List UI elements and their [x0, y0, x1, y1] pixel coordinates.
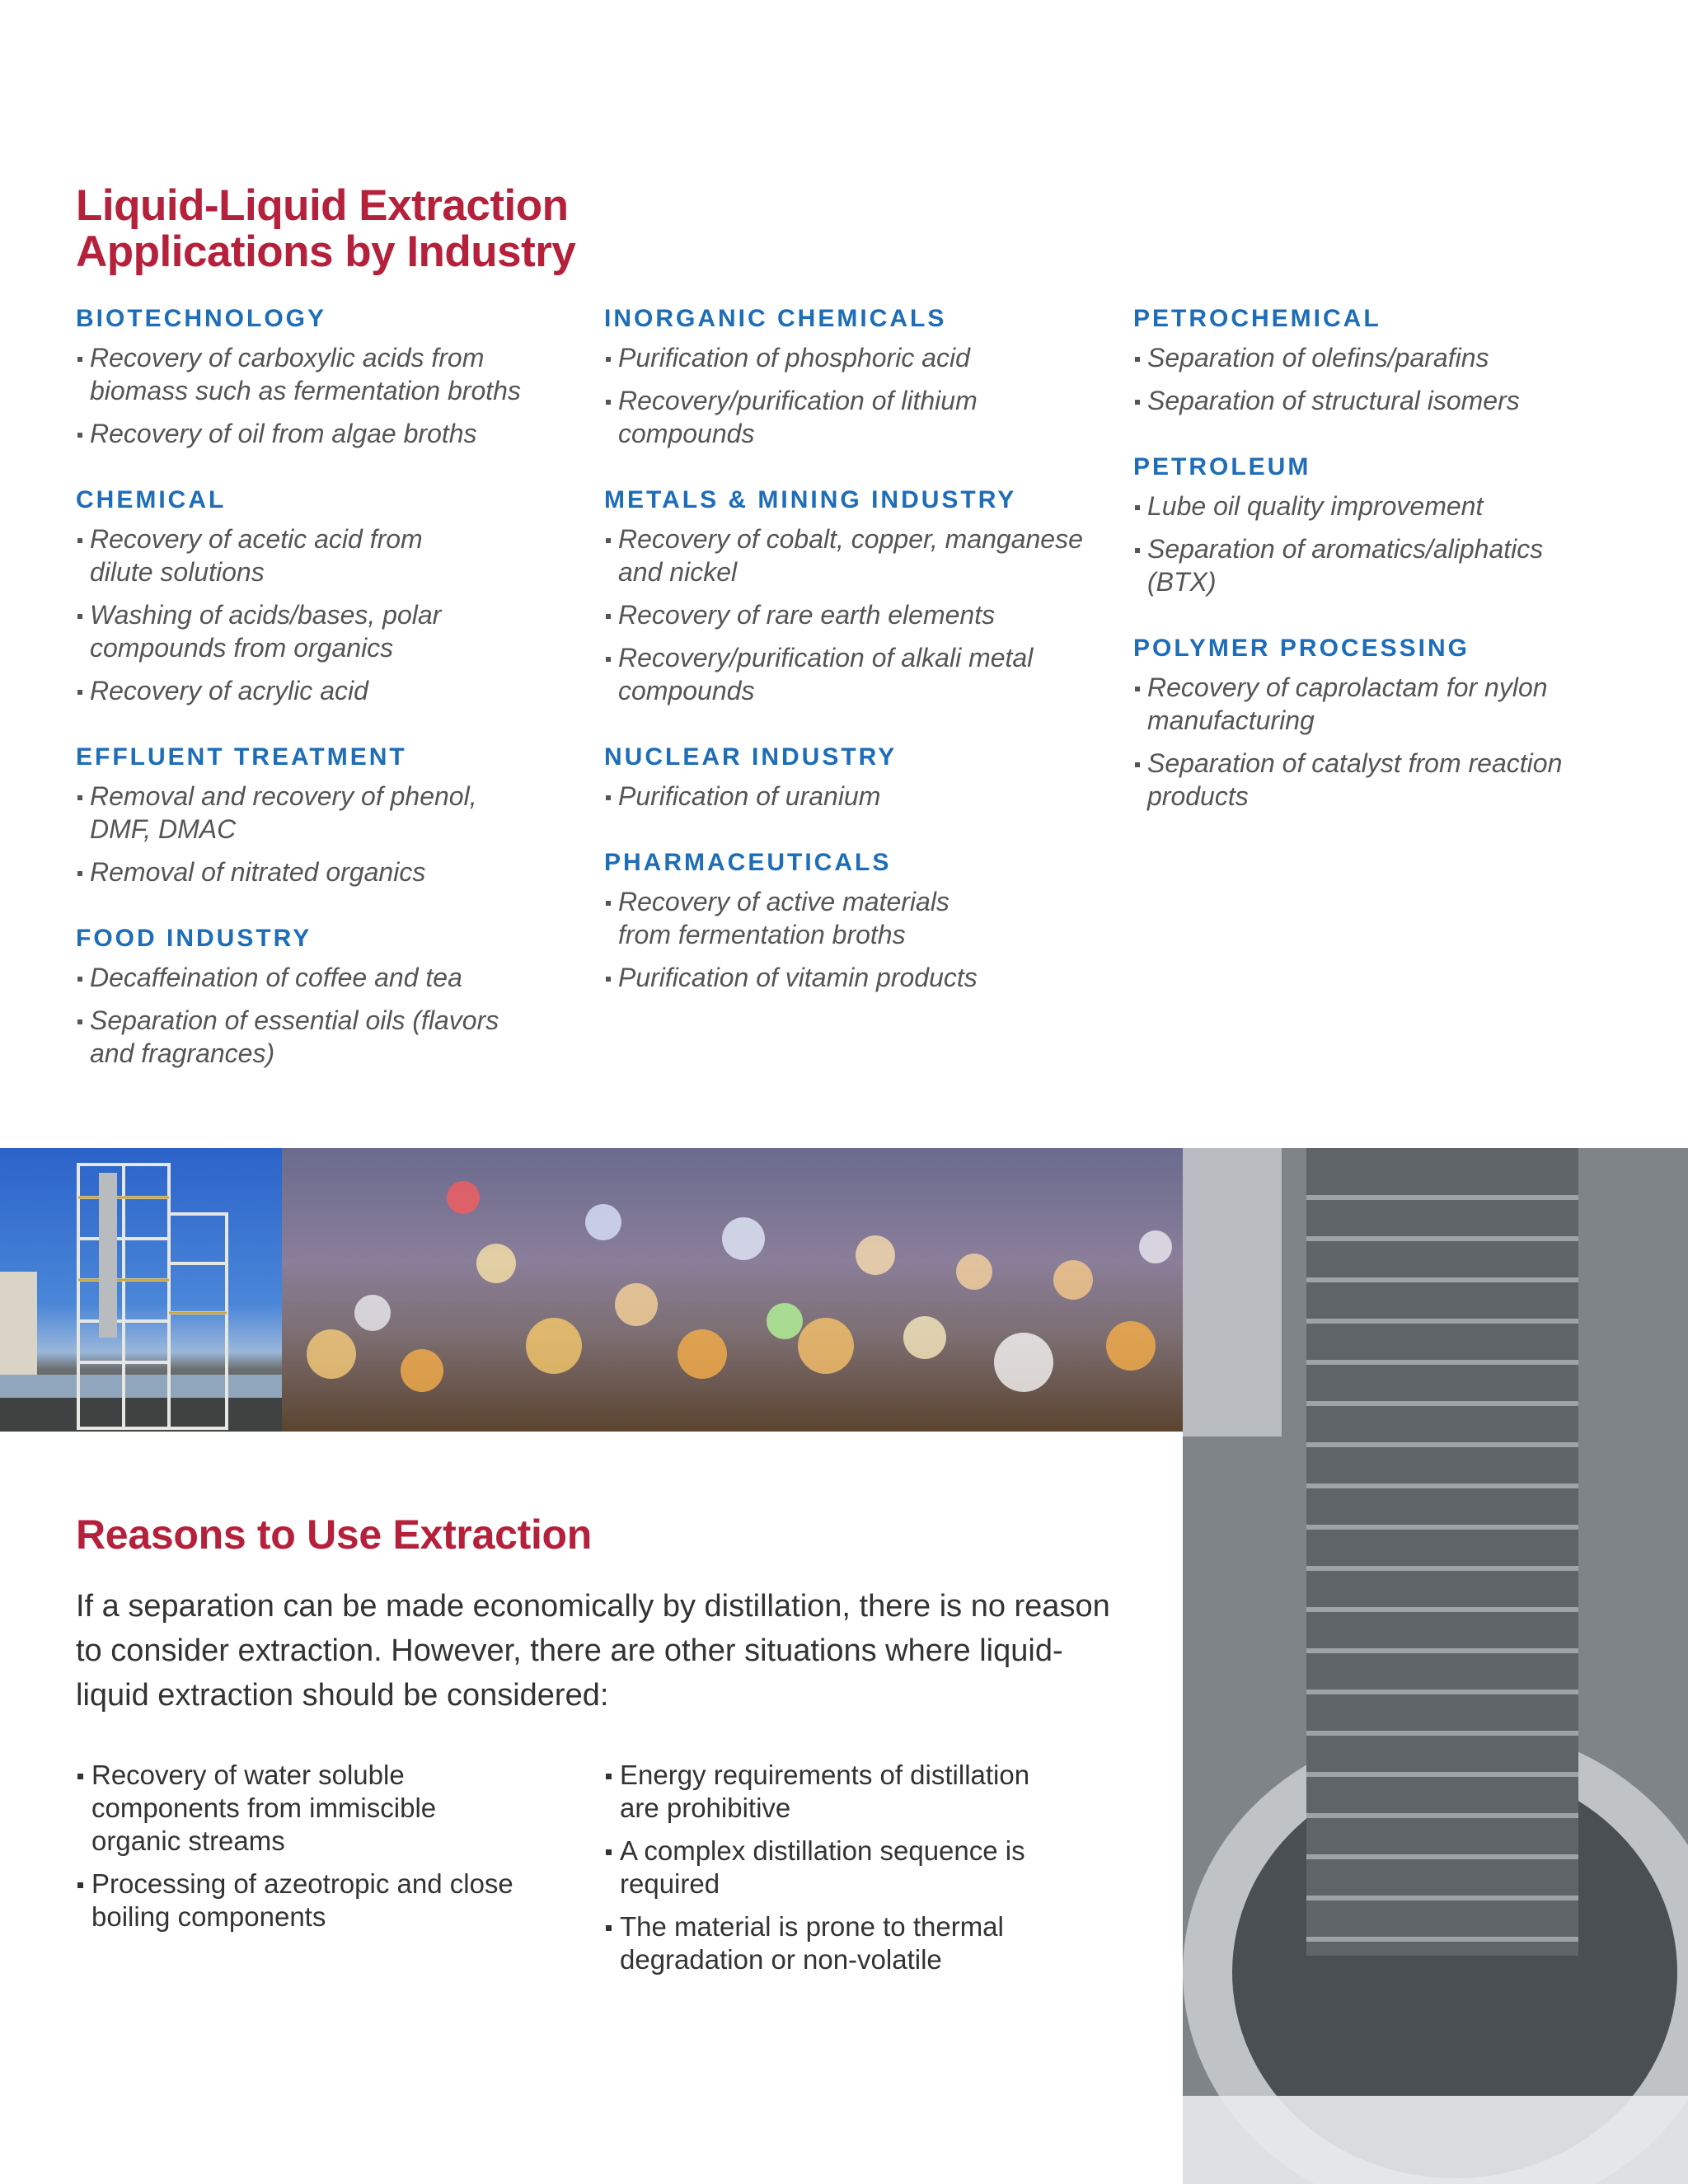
list-item: Separation of aromatics/aliphatics (BTX): [1133, 532, 1595, 598]
reasons-column-1: [76, 1759, 570, 1943]
industry-group-inorganic-chemicals: [604, 305, 1115, 450]
industry-list: [76, 523, 587, 707]
list-item: Purification of phosphoric acid: [604, 341, 1115, 374]
extraction-column-photo: [1183, 1148, 1688, 2184]
industry-heading: CHEMICAL: [76, 486, 227, 513]
industry-list: [1133, 341, 1644, 417]
list-item: Recovery of acrylic acid: [76, 674, 587, 707]
industry-heading: NUCLEAR INDUSTRY: [604, 743, 898, 771]
industry-heading: FOOD INDUSTRY: [76, 925, 312, 952]
title-line-2: Applications by Industry: [76, 227, 576, 276]
list-item: Separation of structural isomers: [1133, 384, 1644, 417]
list-item: Processing of azeotropic and close boiling components: [76, 1868, 537, 1933]
industry-group-metals-mining: [604, 486, 1115, 707]
list-item: A complex distillation sequence is required: [604, 1835, 1033, 1900]
reasons-column-2: [604, 1759, 1099, 1986]
list-item: Recovery/purification of alkali metal compounds: [604, 641, 1066, 707]
industry-group-petrochemical: [1133, 305, 1644, 417]
industry-heading: PHARMACEUTICALS: [604, 849, 892, 876]
industry-heading: INORGANIC CHEMICALS: [604, 305, 947, 332]
list-item: Recovery/purification of lithium compounds: [604, 384, 1033, 450]
industry-group-polymer-processing: [1133, 635, 1644, 813]
refinery-lights-photo: [282, 1148, 1183, 1432]
industry-group-biotechnology: [76, 305, 587, 450]
industry-list: [604, 780, 1115, 813]
industry-list: [604, 523, 1115, 707]
list-item: Recovery of caprolactam for nylon manufacturing: [1133, 671, 1595, 737]
industry-heading: EFFLUENT TREATMENT: [76, 743, 407, 771]
list-item: Recovery of cobalt, copper, manganese and nickel: [604, 523, 1099, 588]
industry-list: [604, 341, 1115, 450]
list-item: Recovery of carboxylic acids from biomass such as fermentation broths: [76, 341, 587, 407]
list-item: Separation of catalyst from reaction products: [1133, 747, 1611, 813]
industry-heading: PETROCHEMICAL: [1133, 305, 1381, 332]
industry-list: [604, 885, 1115, 994]
industry-column-1: [76, 305, 587, 1106]
industry-list: [76, 961, 587, 1070]
extraction-plant-photo: [0, 1148, 282, 1432]
list-item: Recovery of rare earth elements: [604, 598, 1115, 631]
reasons-heading: Reasons to Use Extraction: [76, 1511, 593, 1558]
industry-column-3: [1133, 305, 1644, 849]
list-item: Separation of olefins/parafins: [1133, 341, 1644, 374]
bokeh-lights: [282, 1148, 1183, 1432]
list-item: Washing of acids/bases, polar compounds from organics: [76, 598, 463, 664]
list-item: Purification of vitamin products: [604, 961, 1115, 994]
list-item: Recovery of water soluble components from immiscible organic streams: [76, 1759, 471, 1858]
industry-heading: BIOTECHNOLOGY: [76, 305, 327, 332]
industry-heading: POLYMER PROCESSING: [1133, 635, 1470, 662]
list-item: Recovery of active materials from fermentation broths: [604, 885, 967, 951]
industry-list: [76, 341, 587, 450]
list-item: Purification of uranium: [604, 780, 1115, 813]
list-item: Lube oil quality improvement: [1133, 490, 1644, 523]
reasons-list: [604, 1759, 1099, 1976]
title-line-1: Liquid-Liquid Extraction: [76, 181, 569, 230]
reasons-list: [76, 1759, 570, 1933]
list-item: The material is prone to thermal degradation or non-volatile: [604, 1910, 1049, 1976]
industry-list: [76, 780, 587, 888]
industry-group-food-industry: [76, 925, 587, 1070]
reasons-intro: If a separation can be made economically by distillation, there is no reason to consider extraction. However, there are other situations where liquid-liquid extraction should be considered:: [76, 1589, 1110, 1713]
column-illustration: [1183, 1148, 1688, 2184]
industry-list: [1133, 671, 1644, 813]
industry-group-pharmaceuticals: [604, 849, 1115, 994]
industry-heading: METALS & MINING INDUSTRY: [604, 486, 1017, 513]
list-item: Recovery of acetic acid from dilute solutions: [76, 523, 438, 588]
plant-illustration: [0, 1148, 282, 1432]
list-item: Removal of nitrated organics: [76, 855, 587, 888]
industry-column-2: [604, 305, 1115, 1030]
list-item: Decaffeination of coffee and tea: [76, 961, 587, 994]
industry-list: [1133, 490, 1644, 598]
list-item: Recovery of oil from algae broths: [76, 417, 587, 450]
industry-group-chemical: [76, 486, 587, 707]
industry-group-petroleum: [1133, 453, 1644, 598]
list-item: Separation of essential oils (flavors and fragrances): [76, 1004, 537, 1070]
industry-group-nuclear: [604, 743, 1115, 813]
industry-heading: PETROLEUM: [1133, 453, 1311, 480]
page-title: [76, 183, 702, 275]
industry-group-effluent-treatment: [76, 743, 587, 888]
list-item: Energy requirements of distillation are prohibitive: [604, 1759, 1066, 1825]
list-item: Removal and recovery of phenol, DMF, DMAC: [76, 780, 480, 846]
